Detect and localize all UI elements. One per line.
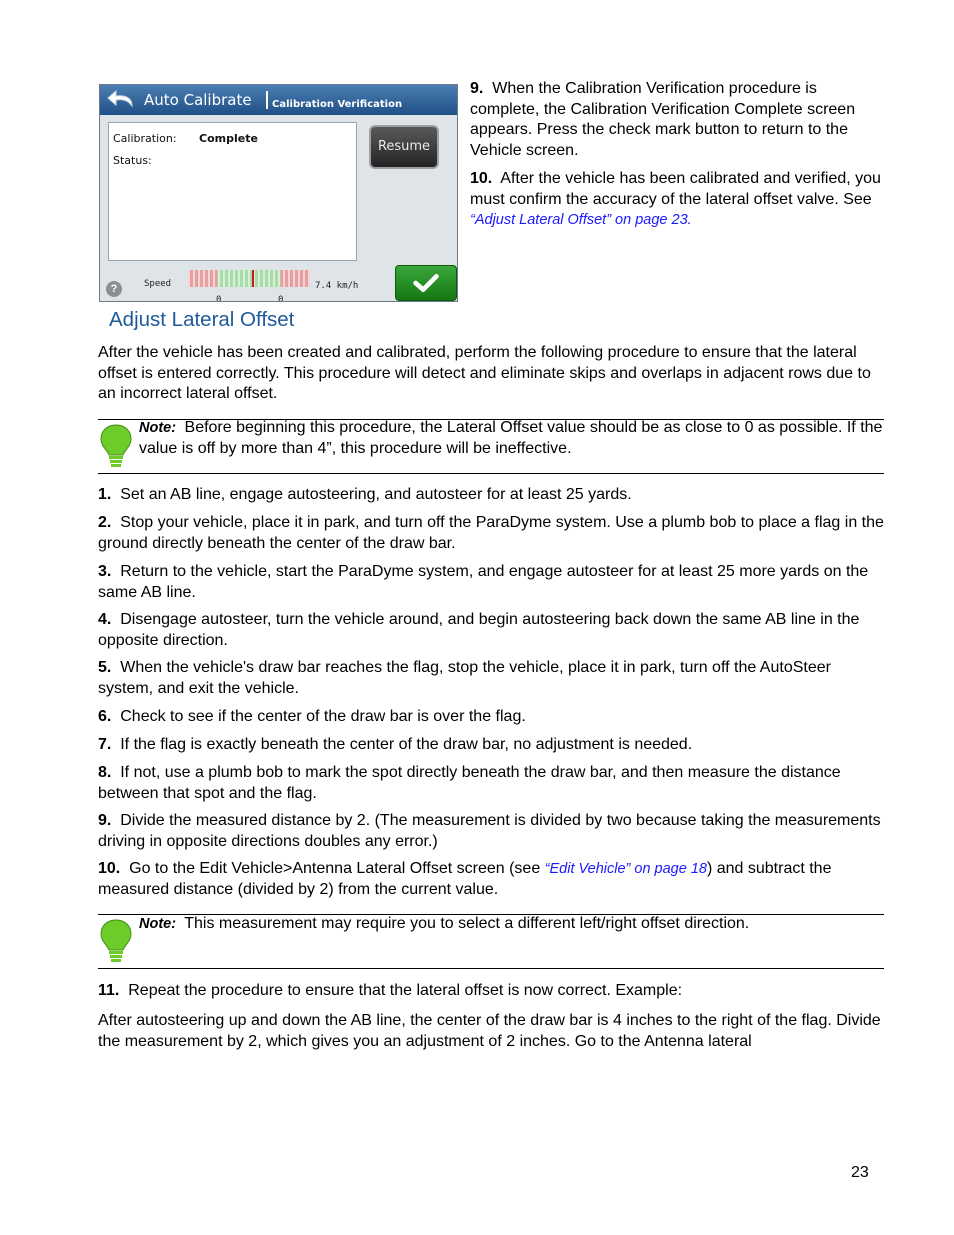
speed-value: 7.4 km/h <box>315 281 359 291</box>
step-number: 1. <box>98 486 112 503</box>
example-paragraph: After autosteering up and down the AB line, the center of the draw bar is 4 inches to the right of the flag. Divide the measurement by 2, which gives you an adjustment of 2 inches. Go to the Antenna lateral <box>98 1012 881 1050</box>
step-1 <box>98 485 888 506</box>
step-number: 10. <box>98 860 121 877</box>
step-text: Stop your vehicle, place it in park, and turn off the ParaDyme system. Use a plumb bob to place a flag in the ground directly beneath the center of the draw bar. <box>98 514 884 552</box>
speed-label: Speed <box>144 279 172 289</box>
step-6 <box>98 707 888 728</box>
step-11 <box>98 981 888 1002</box>
screen-title: Auto Calibrate <box>144 91 252 109</box>
step-text: Repeat the procedure to ensure that the lateral offset is now correct. Example: <box>128 982 683 999</box>
adjust-lateral-offset-link[interactable]: “Adjust Lateral Offset” on page 23. <box>470 212 692 228</box>
speed-needle <box>252 270 254 287</box>
step-text: If the flag is exactly beneath the center of the draw bar, no adjustment is needed. <box>120 736 693 753</box>
note-label: Note: <box>139 420 177 436</box>
step-number: 11. <box>98 982 120 999</box>
step-text: Divide the measured distance by 2. (The measurement is divided by two because taking the measurements driving in opposite directions doubles any error.) <box>98 812 881 850</box>
step-number: 5. <box>98 659 112 676</box>
step-text: When the vehicle's draw bar reaches the flag, stop the vehicle, place it in park, turn off the AutoSteer system, and exit the vehicle. <box>98 659 831 697</box>
status-label: Status: <box>113 154 152 167</box>
note-2 <box>139 914 887 935</box>
step-number: 9. <box>98 812 112 829</box>
calibration-value: Complete <box>199 132 258 145</box>
step-number: 10. <box>470 170 493 187</box>
lightbulb-icon <box>99 918 133 966</box>
step-text: Go to the Edit Vehicle>Antenna Lateral Offset screen (see <box>129 860 545 877</box>
note-text: Before beginning this procedure, the Lateral Offset value should be as close to 0 as possible. If the value is off by more than 4”, this procedure will be ineffective. <box>139 419 883 457</box>
step-number: 9. <box>470 80 484 97</box>
title-separator <box>266 91 268 109</box>
step-text: When the Calibration Verification procedure is complete, the Calibration Verification Complete screen appears. Press the check mark button to return to the Vehicle screen. <box>470 80 856 159</box>
step-2 <box>98 513 888 554</box>
speed-zero-left: 0 <box>216 295 222 302</box>
section-heading: Adjust Lateral Offset <box>109 308 295 331</box>
step-5 <box>98 658 888 699</box>
step-number: 2. <box>98 514 112 531</box>
confirm-check-button[interactable] <box>395 265 457 301</box>
help-icon[interactable]: ? <box>106 281 122 297</box>
step-text: If not, use a plumb bob to mark the spot directly beneath the draw bar, and then measure the distance between that spot and the flag. <box>98 764 841 802</box>
step-text-after: ) and subtract the measured distance (divided by 2) from the current value. <box>98 860 832 898</box>
status-panel <box>108 122 357 261</box>
step-text: Check to see if the center of the draw bar is over the flag. <box>120 708 526 725</box>
screenshot-title-bar <box>100 85 457 115</box>
calibration-label: Calibration: <box>113 132 177 145</box>
step-text: Set an AB line, engage autosteering, and autosteer for at least 25 yards. <box>120 486 632 503</box>
step-text: Return to the vehicle, start the ParaDyme system, and engage autosteer for at least 25 more yards on the same AB line. <box>98 563 869 601</box>
resume-button[interactable]: Resume <box>369 125 439 169</box>
screen-subtitle: Calibration Verification <box>272 99 403 110</box>
note-rule-bottom <box>98 968 884 969</box>
step-number: 3. <box>98 563 112 580</box>
speed-bar-stripes <box>188 270 310 287</box>
edit-vehicle-link[interactable]: “Edit Vehicle” on page 18 <box>544 861 707 877</box>
intro-paragraph: After the vehicle has been created and calibrated, perform the following procedure to ensure that the lateral offset is entered correctly. This procedure will detect and eliminate skips and overlaps in adjacent rows due to an incorrect lateral offset. <box>98 344 871 402</box>
step-4 <box>98 610 888 651</box>
step-10 <box>98 859 888 900</box>
note-1 <box>139 418 887 459</box>
calibration-screenshot <box>99 84 458 302</box>
check-mark-icon <box>396 266 456 300</box>
step-7 <box>98 735 888 756</box>
note-text: This measurement may require you to select a different left/right offset direction. <box>184 915 750 932</box>
step-text: After the vehicle has been calibrated and verified, you must confirm the accuracy of the lateral offset valve. See <box>470 170 881 208</box>
step-3 <box>98 562 888 603</box>
speed-bar <box>188 270 310 287</box>
step-8 <box>98 763 888 804</box>
step-9 <box>98 811 888 852</box>
right-step-10 <box>470 169 890 231</box>
step-number: 4. <box>98 611 112 628</box>
page-number: 23 <box>851 1164 869 1181</box>
step-number: 6. <box>98 708 112 725</box>
back-arrow-icon[interactable] <box>106 89 136 111</box>
right-step-9 <box>470 79 890 161</box>
note-label: Note: <box>139 916 177 932</box>
step-text: Disengage autosteer, turn the vehicle around, and begin autosteering back down the same AB line in the opposite direction. <box>98 611 860 649</box>
step-number: 7. <box>98 736 112 753</box>
speed-zero-right: 0 <box>278 295 284 302</box>
step-number: 8. <box>98 764 112 781</box>
lightbulb-icon <box>99 423 133 471</box>
note-rule-bottom <box>98 473 884 474</box>
